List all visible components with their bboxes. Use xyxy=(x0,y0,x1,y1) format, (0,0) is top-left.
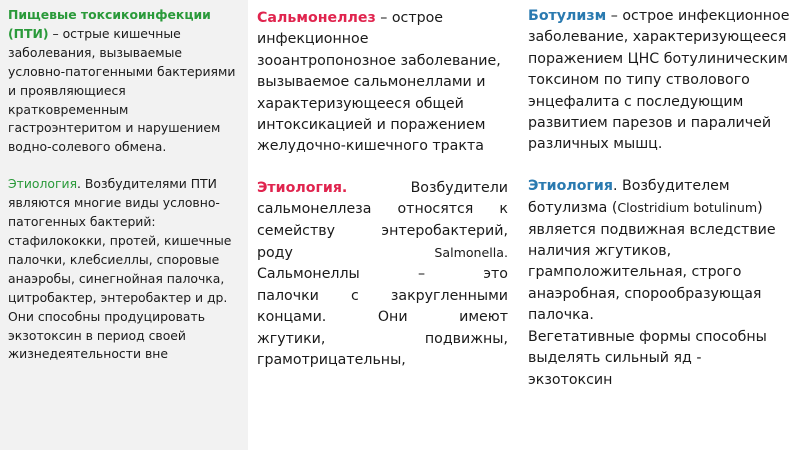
botulism-etiology-text-2: ) является подвижная вследствие наличия жгутиков, грамположительная, строго анаэробная, спорообразующая палочка. xyxy=(528,200,776,324)
pti-etiology-label: Этиология xyxy=(8,176,78,192)
salmonellosis-definition-paragraph xyxy=(257,8,508,158)
etiology-line-1-text: Возбудители xyxy=(347,179,508,196)
etiology-line-4b-latin: Salmonella. xyxy=(434,245,508,261)
botulism-term: Ботулизм xyxy=(528,8,607,24)
salmonellosis-term: Сальмонеллез xyxy=(257,10,376,26)
etiology-line-1 xyxy=(257,178,508,199)
etiology-line-9: грамотрицательны, xyxy=(257,352,406,369)
pti-etiology-text: . Возбудителями ПТИ являются многие виды условно-патогенных бактерий: стафилококки, протей, кишечные палочки, клебсиеллы, споровые анаэробы, синегнойная палочка, цитробактер, энтеробактер и др. xyxy=(8,176,232,305)
spacer xyxy=(528,156,792,176)
etiology-line-6: палочки с закругленными xyxy=(257,287,508,304)
pti-definition: – острые кишечные заболевания, вызываемые условно-патогенными бактериями и проявляющиеся кратковременным гастроэнтеритом и нарушением водно-солевого обмена. xyxy=(8,25,236,155)
botulism-column xyxy=(516,0,800,450)
botulism-latin-name: Clostridium botulinum xyxy=(617,200,758,216)
etiology-line-4a: роду xyxy=(257,245,293,262)
salmonellosis-etiology-block xyxy=(257,178,508,372)
salmonellosis-definition: – острое инфекционное зооантропонозное заболевание, вызываемое сальмонеллами и характеризующееся общей интоксикацией и поражением желудочно-кишечного тракта xyxy=(257,10,501,155)
pti-etiology-paragraph xyxy=(8,175,240,307)
ptі-column xyxy=(0,0,248,450)
etiology-line-7: концами. Они имеют xyxy=(257,309,508,326)
botulism-etiology-label: Этиология xyxy=(528,177,613,194)
etiology-line-3: семейству энтеробактерий, xyxy=(257,222,508,239)
spacer xyxy=(257,158,508,178)
botulism-definition: – острое инфекционное заболевание, характеризующееся поражением ЦНС ботулиническим токсином по типу стволового энцефалита с последующим развитием парезов и параличей различных мышц. xyxy=(528,8,790,153)
etiology-line-5: Сальмонеллы – это xyxy=(257,266,508,283)
spacer xyxy=(8,157,240,175)
pti-term: Пищевые токсикоинфекции (ПТИ) xyxy=(8,7,211,41)
botulism-etiology-text-1: . Возбудителем ботулизма ( xyxy=(528,177,730,217)
pti-definition-paragraph xyxy=(8,6,240,157)
etiology-line-4 xyxy=(257,242,508,264)
botulism-cut-line: экзотоксин xyxy=(528,371,613,388)
salmonellosis-column xyxy=(248,0,516,450)
etiology-line-2: сальмонеллеза относятся к xyxy=(257,201,508,218)
botulism-vegetative-paragraph: Вегетативные формы способны выделять сильный яд - xyxy=(528,328,767,367)
botulism-definition-paragraph xyxy=(528,6,792,156)
pti-extra-paragraph: Они способны продуцировать экзотоксин в период своей жизнедеятельности вне xyxy=(8,308,205,362)
etiology-line-8: жгутики, подвижны, xyxy=(257,330,508,347)
botulism-etiology-paragraph xyxy=(528,176,792,327)
salmonellosis-etiology-label: Этиология. xyxy=(257,179,348,196)
